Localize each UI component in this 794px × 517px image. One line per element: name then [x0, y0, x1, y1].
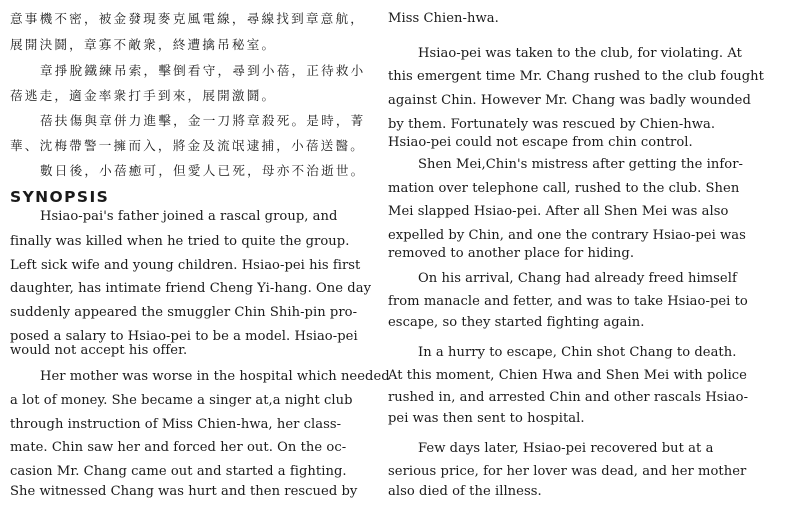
synopsis-line-10: through instruction of Miss Chien-hwa, her class- — [10, 417, 342, 432]
right-line-11: removed to another place for hiding. — [388, 246, 635, 261]
synopsis-line-4: daughter, has intimate friend Cheng Yi-hang. One day — [10, 281, 372, 296]
right-line-9: Mei slapped Hsiao-pei. After all Shen Mei was also — [388, 204, 729, 219]
right-line-16: At this moment, Chien Hwa and Shen Mei with police — [388, 368, 747, 383]
right-line-20: serious price, for her lover was dead, and her mother — [388, 464, 747, 479]
right-line-15: In a hurry to escape, Chin shot Chang to death. — [418, 345, 737, 360]
chinese-line-4: 蓓逃走，適金率衆打手到來，展開激鬪。 — [10, 88, 277, 103]
right-line-18: pei was then sent to hospital. — [388, 411, 585, 426]
chinese-line-6: 華、沈梅帶警一擁而入，將金及流氓逮捕，小蓓送醫。 — [10, 138, 366, 153]
right-line-5: by them. Fortunately was rescued by Chien-hwa. — [388, 117, 716, 132]
chinese-line-1: 意事機不密，被金發現麥克風電線，尋線找到章意航， — [10, 11, 366, 26]
right-line-10: expelled by Chin, and one the contrary Hsiao-pei was — [388, 228, 746, 243]
chinese-line-7: 數日後，小蓓癒可，但愛人已死，母亦不治逝世。 — [40, 163, 366, 178]
synopsis-line-7: would not accept his offer. — [10, 343, 188, 358]
chinese-line-3: 章掙脫鐵練吊索，擊倒看守，尋到小蓓，正待救小 — [40, 63, 366, 78]
chinese-line-5: 蓓扶傷與章併力進擊，金一刀將章殺死。是時，菁 — [40, 113, 366, 128]
right-line-3: this emergent time Mr. Chang rushed to the club fought — [388, 69, 764, 84]
synopsis-heading: SYNOPSIS — [10, 188, 110, 206]
right-line-19: Few days later, Hsiao-pei recovered but at a — [418, 441, 714, 456]
synopsis-line-9: a lot of money. She became a singer at,a night club — [10, 393, 353, 408]
right-line-4: against Chin. However Mr. Chang was badly wounded — [388, 93, 751, 108]
synopsis-line-12: casion Mr. Chang came out and started a fighting. — [10, 464, 347, 479]
synopsis-line-2: finally was killed when he tried to quite the group. — [10, 234, 350, 249]
right-line-21: also died of the illness. — [388, 484, 542, 499]
right-line-1: Miss Chien-hwa. — [388, 11, 499, 26]
right-line-2: Hsiao-pei was taken to the club, for violating. At — [418, 46, 742, 61]
right-line-12: On his arrival, Chang had already freed himself — [418, 271, 737, 286]
right-line-6: Hsiao-pei could not escape from chin control. — [388, 135, 693, 150]
right-line-14: escape, so they started fighting again. — [388, 315, 645, 330]
right-line-7: Shen Mei,Chin's mistress after getting the infor- — [418, 157, 743, 172]
synopsis-line-5: suddenly appeared the smuggler Chin Shih-pin pro- — [10, 305, 358, 320]
right-line-8: mation over telephone call, rushed to the club. Shen — [388, 181, 740, 196]
synopsis-line-3: Left sick wife and young children. Hsiao-pei his first — [10, 258, 361, 273]
synopsis-line-11: mate. Chin saw her and forced her out. On the oc- — [10, 440, 347, 455]
synopsis-line-6: posed a salary to Hsiao-pei to be a model. Hsiao-pei — [10, 329, 358, 344]
synopsis-line-8: Her mother was worse in the hospital which needed — [40, 369, 390, 384]
chinese-line-2: 展開決鬪，章寡不敵衆，終遭擒吊秘室。 — [10, 37, 277, 52]
synopsis-line-1: Hsiao-pai's father joined a rascal group, and — [40, 209, 338, 224]
right-line-13: from manacle and fetter, and was to take Hsiao-pei to — [388, 294, 748, 309]
right-line-17: rushed in, and arrested Chin and other rascals Hsiao- — [388, 390, 749, 405]
synopsis-line-13: She witnessed Chang was hurt and then rescued by — [10, 484, 358, 499]
